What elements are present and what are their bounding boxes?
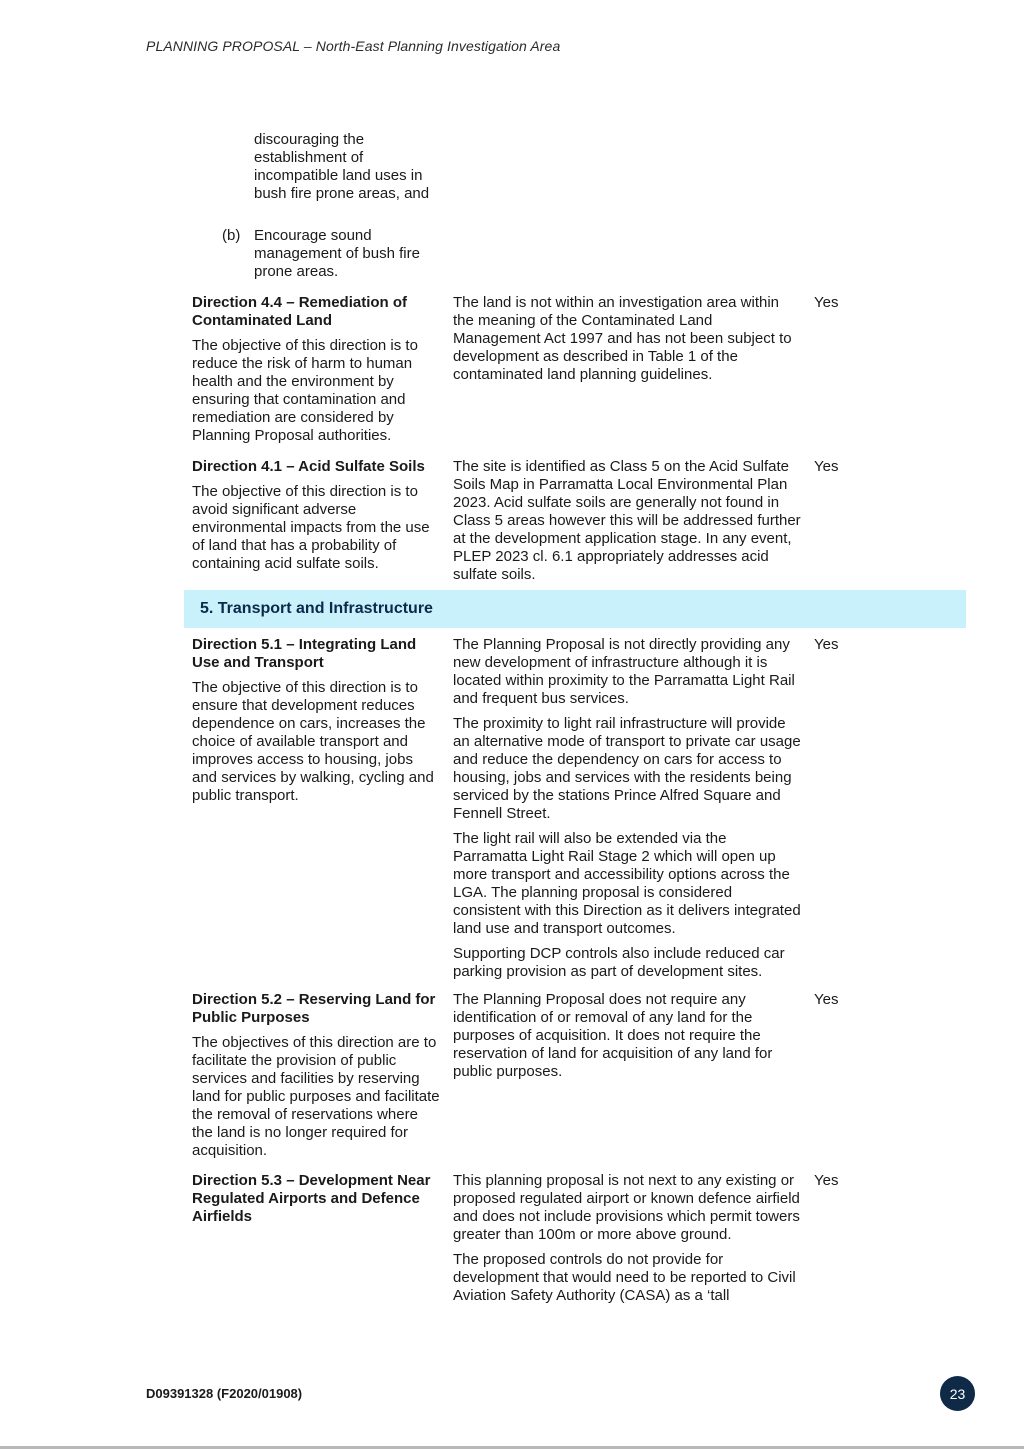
section-band [184, 590, 966, 628]
direction-heading: Direction 4.1 – Acid Sulfate Soils [192, 458, 425, 475]
response-paragraph: The proposed controls do not provide for development that would need to be reported to Civil Aviation Safety Authority (CASA) as a ‘tall [453, 1251, 796, 1304]
direction-cell [192, 458, 440, 573]
consistency-value: Yes [814, 294, 839, 311]
response-paragraph: The light rail will also be extended via the Parramatta Light Rail Stage 2 which will open up more transport and accessibility options across the LGA. The planning proposal is considered consistent with this Direction as it delivers integrated land use and transport outcomes. [453, 830, 801, 937]
direction-cell [192, 636, 440, 805]
direction-heading: Direction 5.2 – Reserving Land for Public Purposes [192, 991, 436, 1026]
consistency-value: Yes [814, 991, 839, 1008]
page-number-badge: 23 [940, 1376, 975, 1411]
direction-heading: Direction 4.4 – Remediation of Contaminated Land [192, 294, 408, 329]
direction-objective: The objective of this direction is to reduce the risk of harm to human health and the environment by ensuring that contamination and remediation are considered by Planning Proposal authorities. [192, 337, 418, 444]
page-header: PLANNING PROPOSAL – North-East Planning Investigation Area [146, 38, 561, 54]
direction-objective: The objectives of this direction are to facilitate the provision of public services and facilities by reserving land for public purposes and facilitate the removal of reservations where the land is no longer required for acquisition. [192, 1034, 440, 1159]
section-title: 5. Transport and Infrastructure [200, 600, 433, 617]
direction-objective: The objective of this direction is to avoid significant adverse environmental impacts from the use of land that has a probability of containing acid sulfate soils. [192, 483, 430, 572]
continuation-label-b: (b) [222, 227, 241, 244]
response-cell [453, 991, 801, 1081]
response-cell [453, 294, 801, 384]
response-paragraph: This planning proposal is not next to any existing or proposed regulated airport or known defence airfield and does not include provisions which permit towers greater than 100m or more above ground. [453, 1172, 800, 1243]
response-cell [453, 1172, 801, 1305]
direction-heading: Direction 5.1 – Integrating Land Use and Transport [192, 636, 417, 671]
direction-cell [192, 294, 440, 445]
direction-cell [192, 991, 440, 1160]
response-paragraph: The Planning Proposal is not directly providing any new development of infrastructure although it is located within proximity to the Parramatta Light Rail and frequent bus services. [453, 636, 795, 707]
continuation-text-b: Encourage sound management of bush fire prone areas. [254, 227, 420, 280]
response-cell [453, 636, 801, 981]
consistency-value: Yes [814, 458, 839, 475]
response-cell [453, 458, 801, 584]
document-code: D09391328 (F2020/01908) [146, 1386, 303, 1401]
response-paragraph: The proximity to light rail infrastructure will provide an alternative mode of transport to private car usage and reduce the dependency on cars for access to housing, jobs and services with the residents being serviced by the stations Prince Alfred Square and Fennell Street. [453, 715, 801, 822]
direction-cell [192, 1172, 440, 1226]
consistency-value: Yes [814, 1172, 839, 1189]
response-paragraph: The Planning Proposal does not require any identification of or removal of any land for the purposes of acquisition. It does not require the reservation of land for acquisition of any land for public purposes. [453, 991, 773, 1080]
consistency-value: Yes [814, 636, 839, 653]
continuation-text-a: discouraging the establishment of incompatible land uses in bush fire prone areas, and [254, 131, 430, 202]
direction-heading: Direction 5.3 – Development Near Regulated Airports and Defence Airfields [192, 1172, 431, 1225]
direction-objective: The objective of this direction is to ensure that development reduces dependence on cars, increases the choice of available transport and improves access to housing, jobs and services by walking, cycling and public transport. [192, 679, 434, 804]
response-paragraph: The site is identified as Class 5 on the Acid Sulfate Soils Map in Parramatta Local Environmental Plan 2023. Acid sulfate soils are generally not found in Class 5 areas however this will be addressed further at the development application stage. In any event, PLEP 2023 cl. 6.1 appropriately addresses acid sulfate soils. [453, 458, 801, 583]
response-paragraph: Supporting DCP controls also include reduced car parking provision as part of development sites. [453, 945, 785, 980]
response-paragraph: The land is not within an investigation area within the meaning of the Contaminated Land Management Act 1997 and has not been subject to development as described in Table 1 of the contaminated land planning guidelines. [453, 294, 792, 383]
